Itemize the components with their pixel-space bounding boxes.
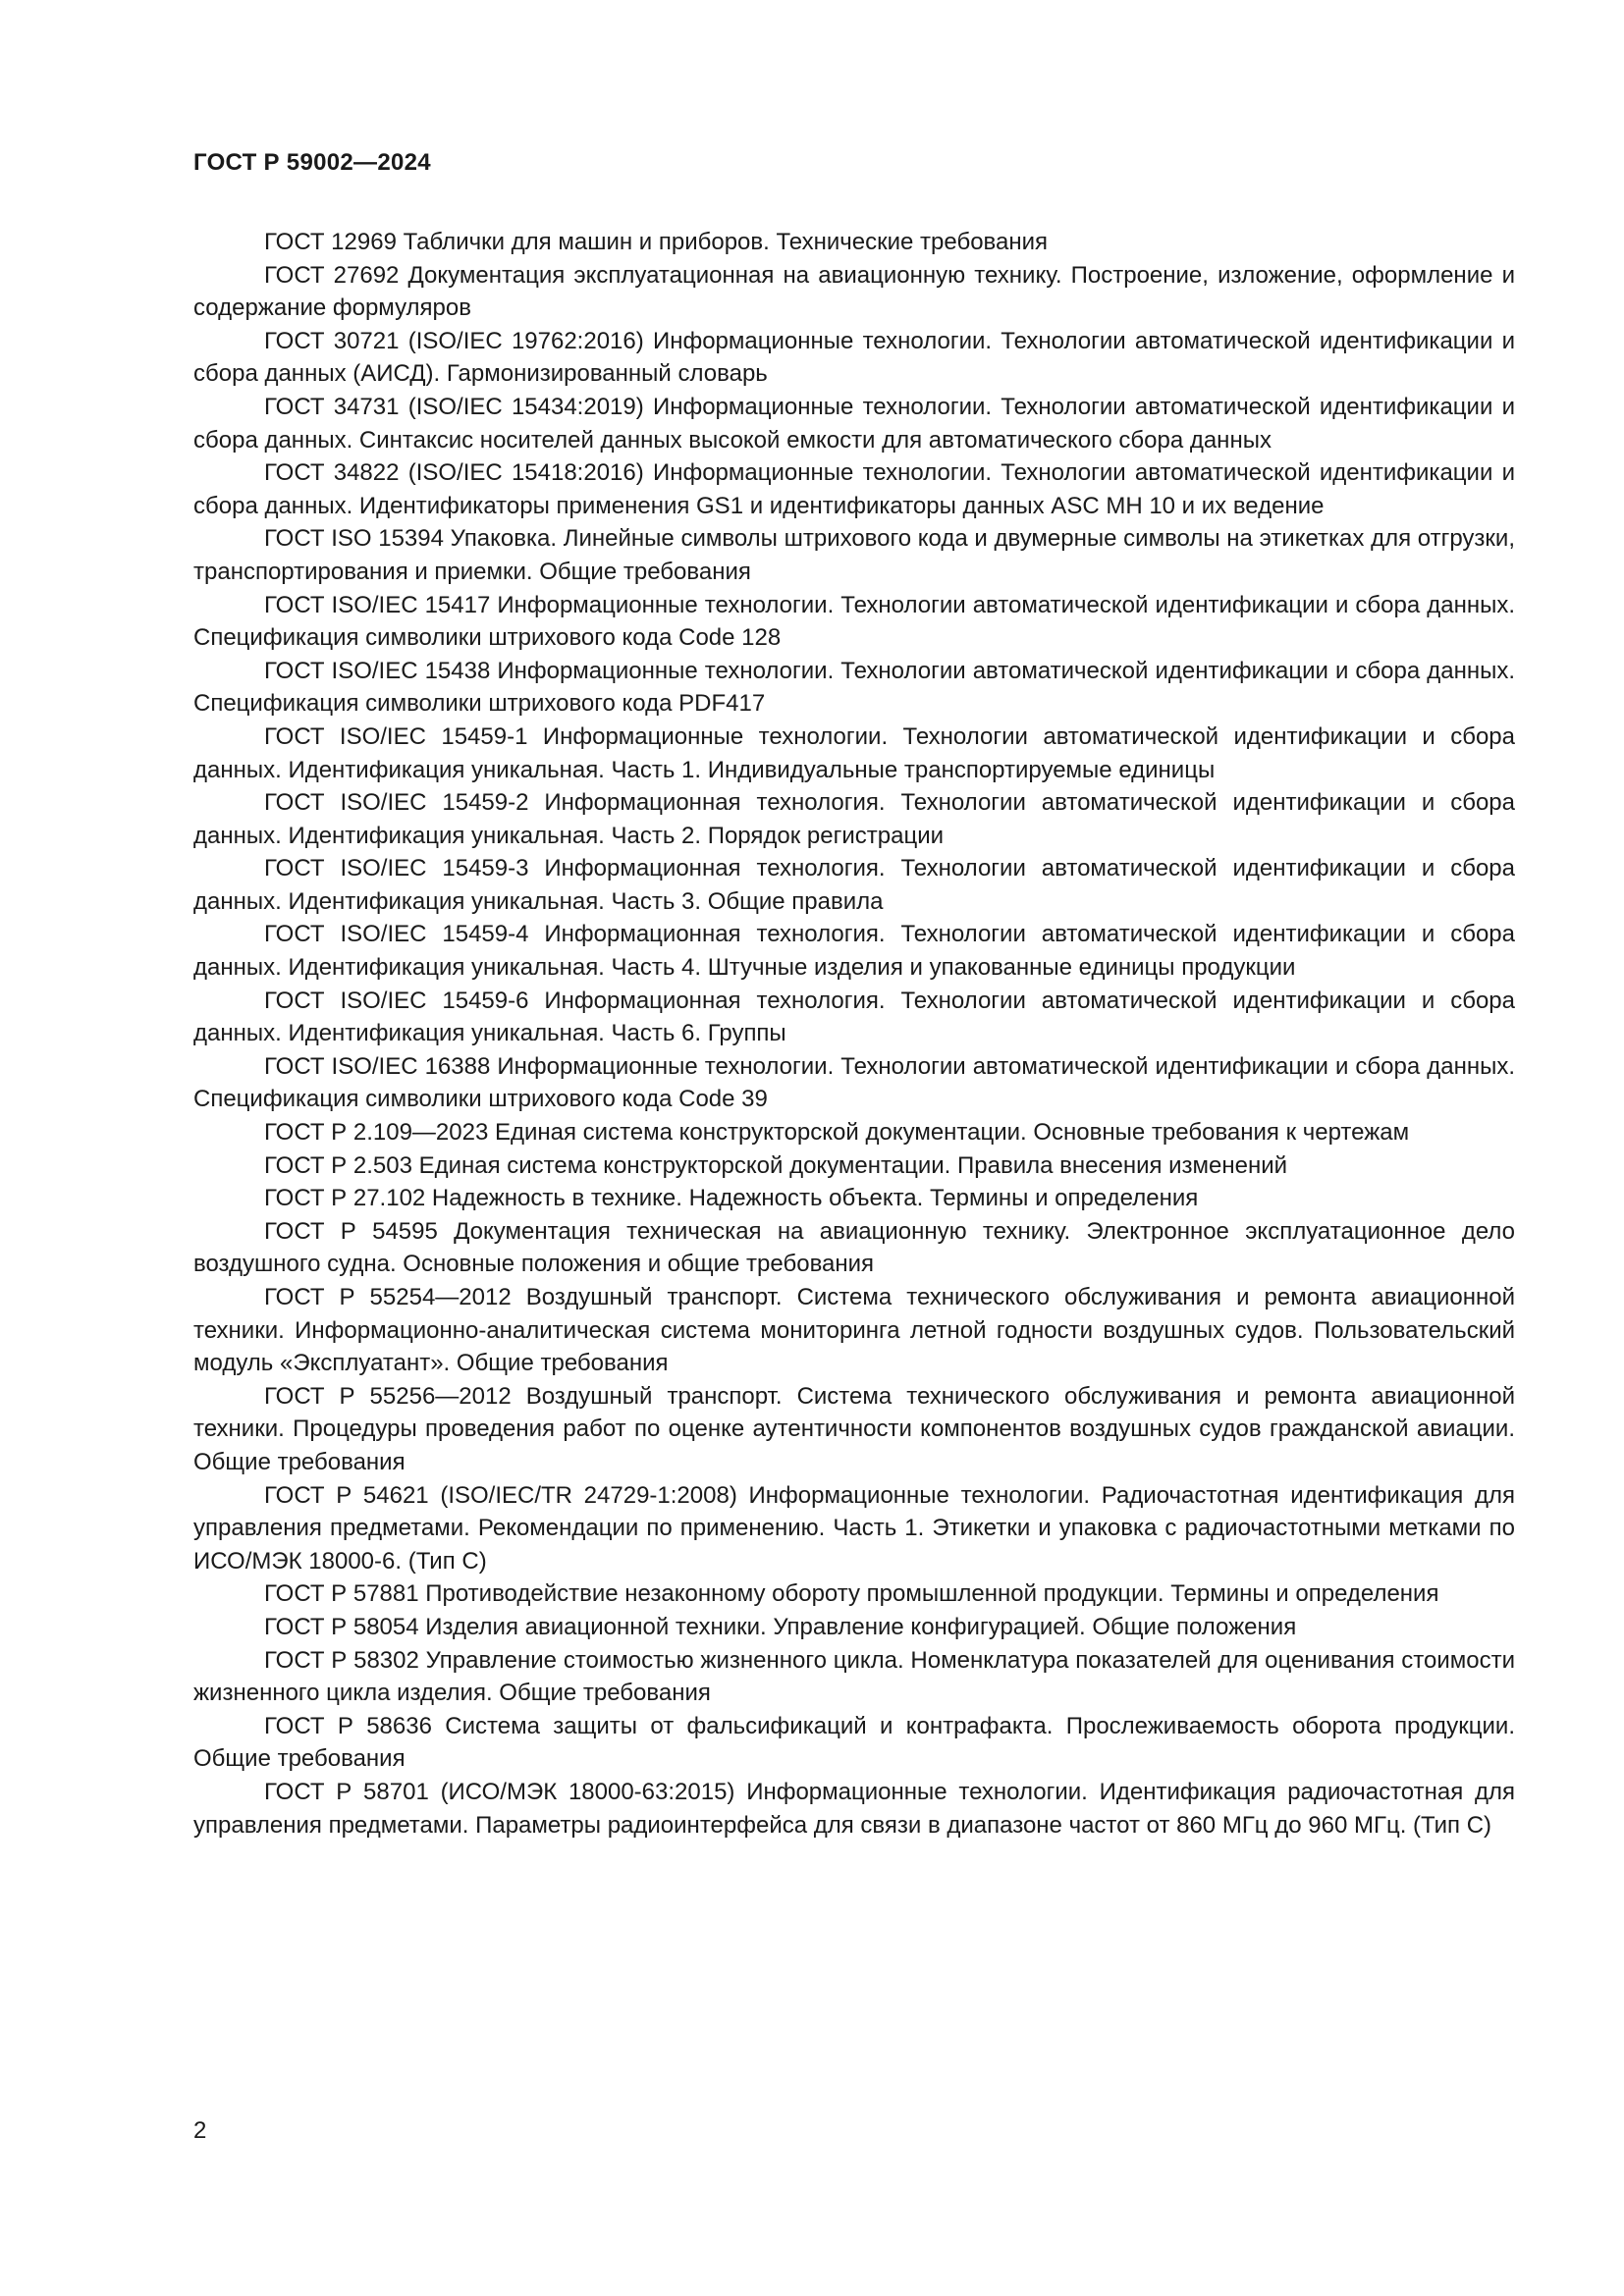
reference-item: ГОСТ ISO 15394 Упаковка. Линейные символы штрихового кода и двумерные символы на этикетках для отгрузки, транспортирования и приемки. Общие требования [193, 525, 1515, 585]
reference-item: ГОСТ 12969 Таблички для машин и приборов. Технические требования [264, 229, 1049, 255]
reference-item: ГОСТ ISO/IEC 15459-2 Информационная технология. Технологии автоматической идентификации и сбора данных. Идентификация уникальная. Часть 2. Порядок регистрации [193, 789, 1515, 849]
reference-item: ГОСТ ISO/IEC 15459-4 Информационная технология. Технологии автоматической идентификации и сбора данных. Идентификация уникальная. Часть 4. Штучные изделия и упакованные единицы продукции [193, 921, 1515, 982]
reference-item: ГОСТ ISO/IEC 15459-1 Информационные технологии. Технологии автоматической идентификации и сбора данных. Идентификация уникальная. Часть 1. Индивидуальные транспортируемые единицы [193, 722, 1515, 783]
reference-item: ГОСТ Р 58636 Система защиты от фальсификаций и контрафакта. Прослеживаемость оборота продукции. Общие требования [193, 1712, 1515, 1773]
reference-item: ГОСТ 34822 (ISO/IEC 15418:2016) Информационные технологии. Технологии автоматической идентификации и сбора данных. Идентификаторы применения GS1 и идентификаторы данных ASC MH 10 и их ведение [193, 459, 1515, 519]
reference-item: ГОСТ Р 54621 (ISO/IEC/TR 24729-1:2008) Информационные технологии. Радиочастотная идентификация для управления предметами. Рекомендации по применению. Часть 1. Этикетки и упаковка с радиочастотными метками по ИСО/МЭК 18000-6. (Тип С) [193, 1481, 1515, 1575]
reference-item: ГОСТ Р 2.503 Единая система конструкторской документации. Правила внесения изменений [264, 1151, 1288, 1179]
reference-item: ГОСТ Р 27.102 Надежность в технике. Надежность объекта. Термины и определения [264, 1185, 1199, 1212]
reference-item: ГОСТ Р 55254—2012 Воздушный транспорт. Система технического обслуживания и ремонта авиационной техники. Информационно-аналитическая система мониторинга летной годности воздушных судов. Пользовательский модуль «Эксплуатант». Общие требования [193, 1284, 1515, 1377]
reference-item: ГОСТ Р 2.109—2023 Единая система конструкторской документации. Основные требования к чертежам [264, 1119, 1410, 1147]
reference-item: ГОСТ Р 58302 Управление стоимостью жизненного цикла. Номенклатура показателей для оценивания стоимости жизненного цикла изделия. Общие требования [193, 1646, 1515, 1707]
reference-item: ГОСТ 27692 Документация эксплуатационная на авиационную технику. Построение, изложение, оформление и содержание формуляров [193, 261, 1515, 322]
reference-item: ГОСТ Р 54595 Документация техническая на авиационную технику. Электронное эксплуатационное дело воздушного судна. Основные положения и общие требования [193, 1217, 1515, 1278]
reference-item: ГОСТ Р 55256—2012 Воздушный транспорт. Система технического обслуживания и ремонта авиационной техники. Процедуры проведения работ по оценке аутентичности компонентов воздушных судов гражданской авиации. Общие требования [193, 1382, 1515, 1475]
reference-item: ГОСТ ISO/IEC 15459-3 Информационная технология. Технологии автоматической идентификации и сбора данных. Идентификация уникальная. Часть 3. Общие правила [193, 855, 1515, 915]
reference-item: ГОСТ ISO/IEC 15417 Информационные технологии. Технологии автоматической идентификации и сбора данных. Спецификация символики штрихового кода Code 128 [193, 591, 1515, 652]
reference-item: ГОСТ 30721 (ISO/IEC 19762:2016) Информационные технологии. Технологии автоматической идентификации и сбора данных (АИСД). Гармонизированный словарь [193, 327, 1515, 388]
reference-item: ГОСТ Р 58054 Изделия авиационной техники. Управление конфигурацией. Общие положения [264, 1613, 1297, 1640]
normative-references-list [193, 226, 1515, 1842]
reference-item: ГОСТ ISO/IEC 15438 Информационные технологии. Технологии автоматической идентификации и сбора данных. Спецификация символики штрихового кода PDF417 [193, 657, 1515, 718]
reference-item: ГОСТ Р 58701 (ИСО/МЭК 18000-63:2015) Информационные технологии. Идентификация радиочастотная для управления предметами. Параметры радиоинтерфейса для связи в диапазоне частот от 860 МГц до 960 МГц. (Тип С) [193, 1778, 1515, 1839]
reference-item: ГОСТ ISO/IEC 15459-6 Информационная технология. Технологии автоматической идентификации и сбора данных. Идентификация уникальная. Часть 6. Группы [193, 987, 1515, 1047]
document-header-id: ГОСТ Р 59002—2024 [193, 149, 431, 176]
reference-item: ГОСТ ISO/IEC 16388 Информационные технологии. Технологии автоматической идентификации и сбора данных. Спецификация символики штрихового кода Code 39 [193, 1052, 1515, 1113]
reference-item: ГОСТ Р 57881 Противодействие незаконному обороту промышленной продукции. Термины и определения [264, 1580, 1439, 1608]
page-number: 2 [193, 2117, 207, 2144]
reference-item: ГОСТ 34731 (ISO/IEC 15434:2019) Информационные технологии. Технологии автоматической идентификации и сбора данных. Синтаксис носителей данных высокой емкости для автоматического сбора данных [193, 393, 1515, 454]
